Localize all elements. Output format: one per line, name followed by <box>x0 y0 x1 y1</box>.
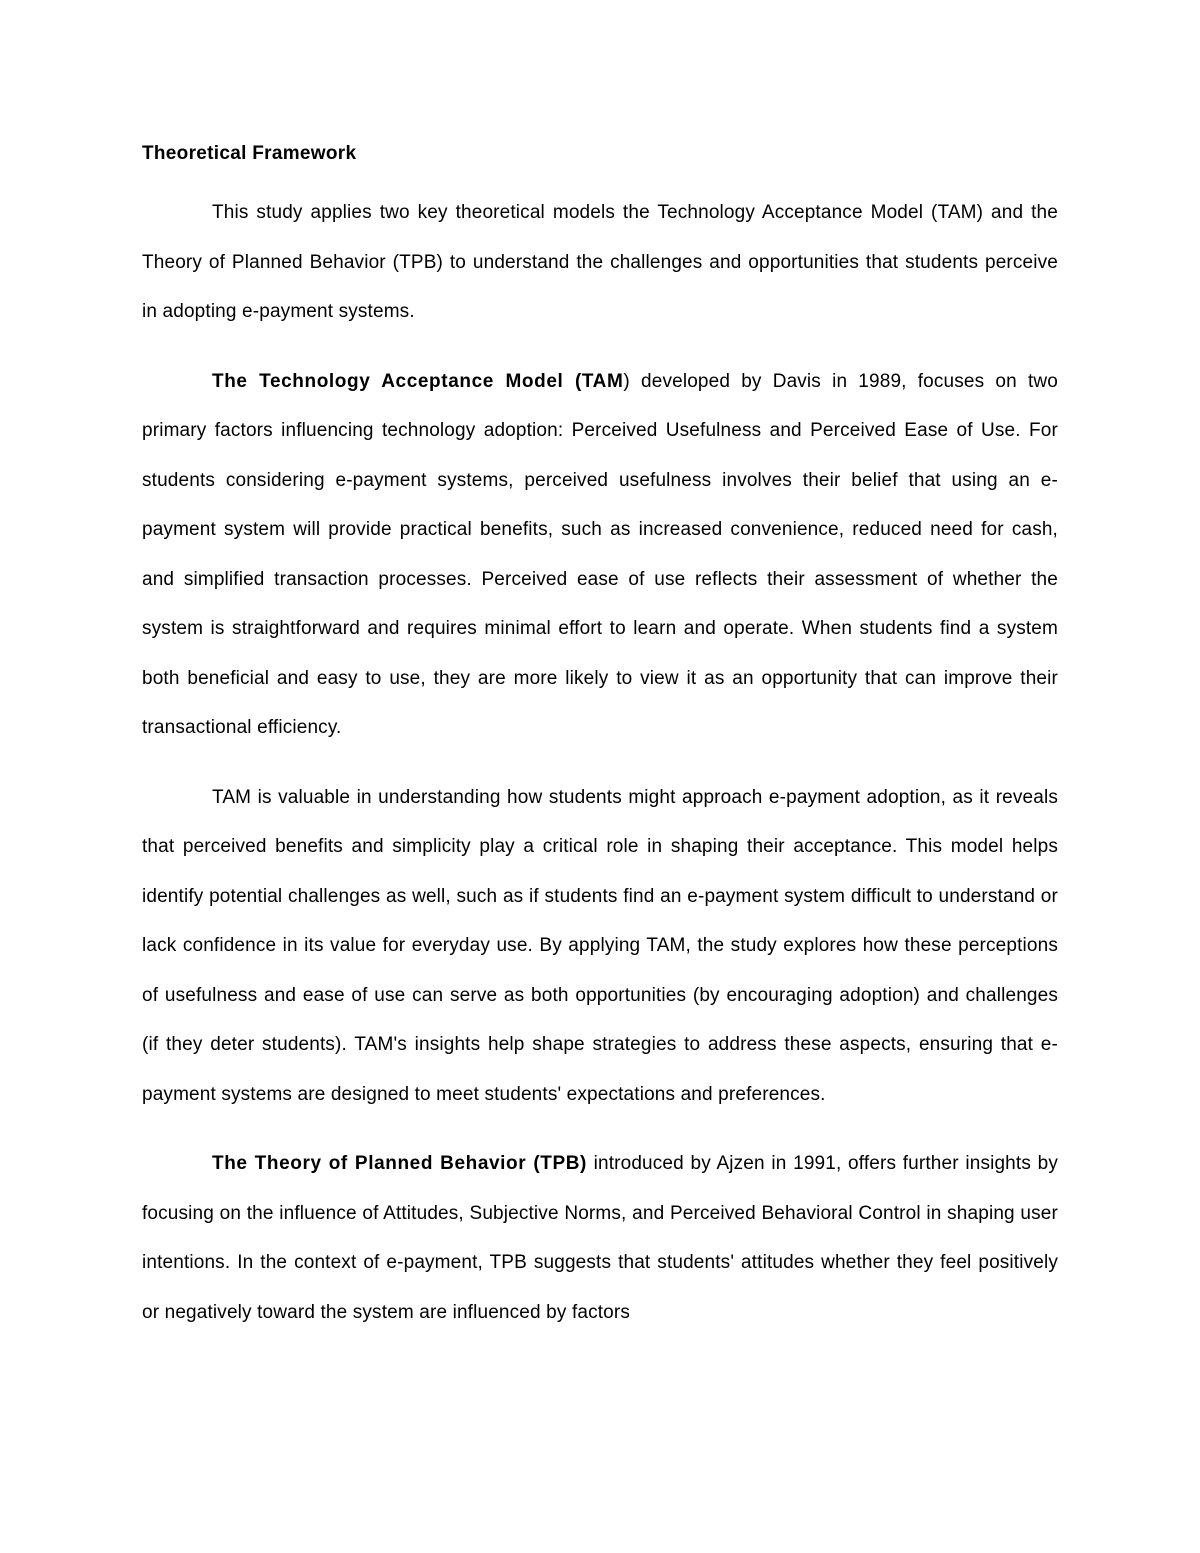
paragraph-tam-value-text: TAM is valuable in understanding how students might approach e-payment adoption, as it reveals that perceived benefits and simplicity play a critical role in shaping their acceptance. This model helps identify potential challenges as well, such as if students find an e-payment system difficult to understand or lack confidence in its value for everyday use. By applying TAM, the study explores how these perceptions of usefulness and ease of use can serve as both opportunities (by encouraging adoption) and challenges (if they deter students). TAM's insights help shape strategies to address these aspects, ensuring that e-payment systems are designed to meet students' expectations and preferences. <box>142 786 1058 1105</box>
paragraph-tpb-lead: The Theory of Planned Behavior (TPB) <box>212 1153 587 1174</box>
paragraph-tam-lead: The Technology Acceptance Model (TAM <box>212 370 624 392</box>
paragraph-tpb <box>142 1139 1058 1337</box>
paragraph-intro-text: This study applies two key theoretical models the Technology Acceptance Model (TAM) and the Theory of Planned Behavior (TPB) to understand the challenges and opportunities that students perceive in adopting e-payment systems. <box>142 202 1058 322</box>
paragraph-tam <box>142 357 1058 753</box>
paragraph-intro <box>142 188 1058 337</box>
paragraph-tam-text: ) developed by Davis in 1989, focuses on two primary factors influencing technology adoption: Perceived Usefulness and Perceived Ease of Use. For students considering e-payment systems, perceived usefulness involves their belief that using an e-payment system will provide practical benefits, such as increased convenience, reduced need for cash, and simplified transaction processes. Perceived ease of use reflects their assessment of whether the system is straightforward and requires minimal effort to learn and operate. When students find a system both beneficial and easy to use, they are more likely to view it as an opportunity that can improve their transactional efficiency. <box>142 370 1058 738</box>
paragraph-tpb-text: introduced by Ajzen in 1991, offers further insights by focusing on the influence of Attitudes, Subjective Norms, and Perceived Behavioral Control in shaping user intentions. In the context of e-payment, TPB suggests that students' attitudes whether they feel positively or negatively toward the system are influenced by factors <box>142 1153 1058 1323</box>
paragraph-tam-value <box>142 773 1058 1120</box>
document-page <box>142 140 1058 1357</box>
section-heading: Theoretical Framework <box>142 143 357 164</box>
